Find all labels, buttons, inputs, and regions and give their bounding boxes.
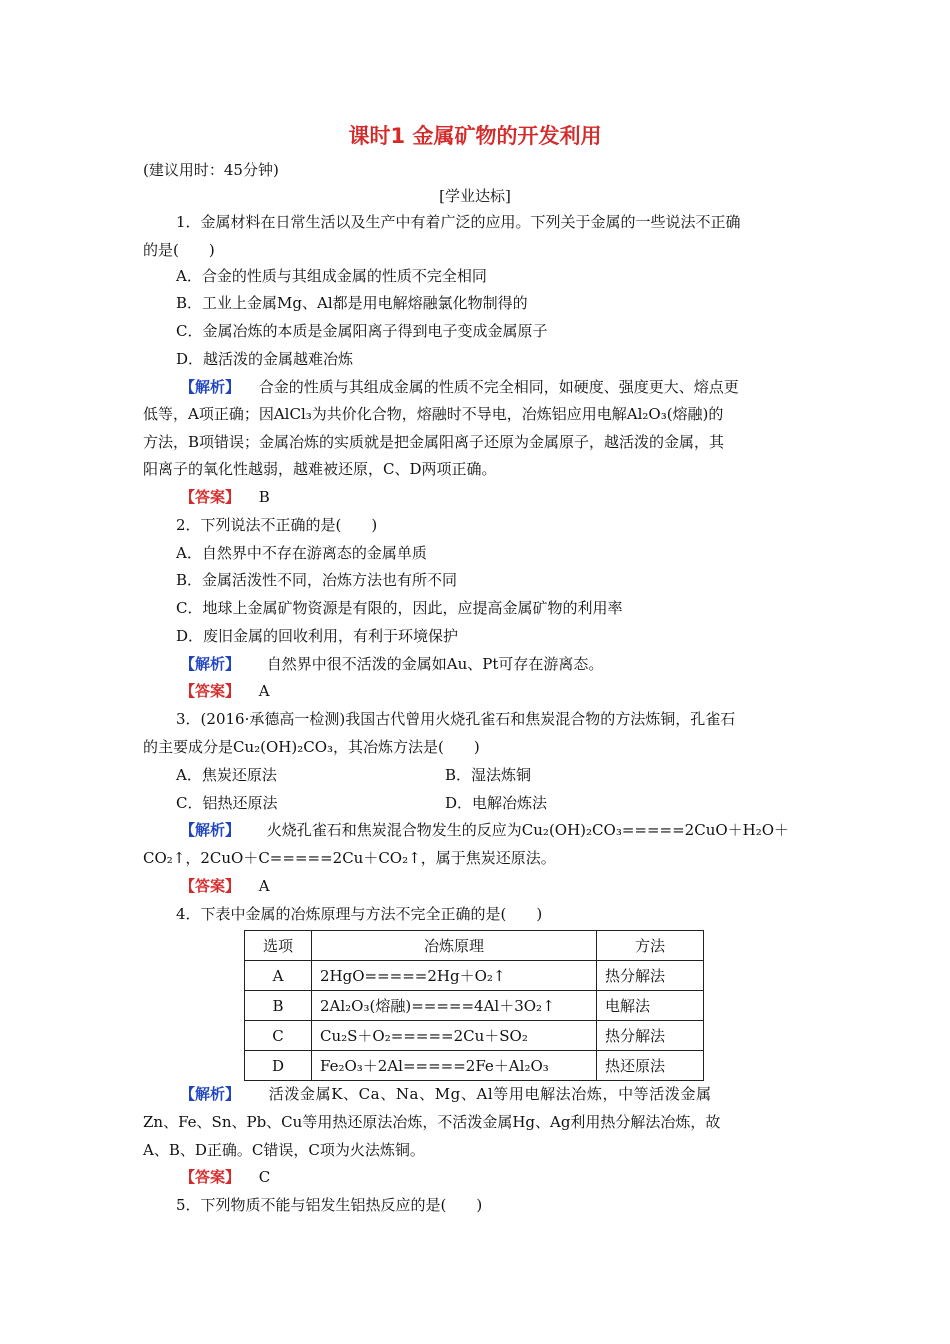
q3-stem-2: 的主要成分是Cu₂(OH)₂CO₃，其冶炼方法是( ) [143,738,480,756]
q3-option-a: A．焦炭还原法 [176,766,277,784]
answer-tag: 【答案】 [180,488,241,506]
table-cell: Fe₂O₃＋2Al=====2Fe＋Al₂O₃ [312,1051,597,1081]
answer-value: B [258,488,270,506]
analysis-tag: 【解析】 [180,821,241,839]
q1-stem-1: 1．金属材料在日常生活以及生产中有着广泛的应用。下列关于金属的一些说法不正确 [176,213,741,231]
answer-tag: 【答案】 [180,877,241,895]
q1-option-b: B．工业上金属Mg、Al都是用电解熔融氯化物制得的 [176,294,528,312]
analysis-text: 火烧孔雀石和焦炭混合物发生的反应为Cu₂(OH)₂CO₃=====2CuO＋H₂O＋ [266,821,790,839]
q3-stem-1: 3．(2016·承德高一检测)我国古代曾用火烧孔雀石和焦炭混合物的方法炼铜，孔雀石 [176,710,736,728]
time-note: (建议用时：45分钟) [143,161,279,179]
q4-stem: 4．下表中金属的冶炼原理与方法不完全正确的是( ) [176,905,543,923]
table-cell: D [245,1051,312,1081]
q4-analysis-line-3: A、B、D正确。C错误，C项为火法炼铜。 [143,1141,425,1159]
q1-analysis-line-3: 方法，B项错误；金属冶炼的实质就是把金属阳离子还原为金属原子，越活泼的金属，其 [143,433,725,451]
q1-option-a: A．合金的性质与其组成金属的性质不完全相同 [176,267,487,285]
answer-tag: 【答案】 [180,682,241,700]
table-cell: B [245,991,312,1021]
table-cell: 热分解法 [597,961,704,991]
table-cell: 电解法 [597,991,704,1021]
table-header-row [245,931,704,961]
q2-option-a: A．自然界中不存在游离态的金属单质 [176,544,427,562]
table-cell: Cu₂S＋O₂=====2Cu＋SO₂ [312,1021,597,1051]
q1-option-d: D．越活泼的金属越难冶炼 [176,350,354,368]
q4-analysis-line-1 [180,1084,712,1104]
analysis-text: 活泼金属K、Ca、Na、Mg、Al等用电解法冶炼，中等活泼金属 [268,1085,712,1103]
page-title: 课时1 金属矿物的开发利用 [348,124,602,148]
answer-tag: 【答案】 [180,1168,241,1186]
q3-option-b: B．湿法炼铜 [445,766,532,784]
table-cell: 热分解法 [597,1021,704,1051]
table-row [245,1021,704,1051]
q5-stem: 5．下列物质不能与铝发生铝热反应的是( ) [176,1196,483,1214]
q1-option-c: C．金属冶炼的本质是金属阳离子得到电子变成金属原子 [176,322,548,340]
q2-option-c: C．地球上金属矿物资源是有限的，因此，应提高金属矿物的利用率 [176,599,623,617]
q4-analysis-line-2: Zn、Fe、Sn、Pb、Cu等用热还原法冶炼，不活泼金属Hg、Ag利用热分解法冶炼，故 [143,1113,721,1131]
analysis-tag: 【解析】 [180,1085,241,1103]
q1-analysis-line-2: 低等，A项正确；因AlCl₃为共价化合物，熔融时不导电，冶炼铝应用电解Al₂O₃(熔融)的 [143,405,724,423]
table-cell: 2Al₂O₃(熔融)=====4Al＋3O₂↑ [312,991,597,1021]
table-cell: A [245,961,312,991]
q3-option-d: D．电解冶炼法 [445,794,548,812]
analysis-tag: 【解析】 [180,378,241,396]
q1-answer [180,487,270,507]
q3-analysis-line-2: CO₂↑，2CuO＋C=====2Cu＋CO₂↑，属于焦炭还原法。 [143,849,556,867]
q2-stem: 2．下列说法不正确的是( ) [176,516,378,534]
q2-answer [180,681,270,701]
analysis-tag: 【解析】 [180,655,241,673]
table-cell: 热还原法 [597,1051,704,1081]
q1-analysis-line-4: 阳离子的氧化性越弱，越难被还原，C、D两项正确。 [143,460,497,478]
answer-value: A [258,877,270,895]
q4-table [244,930,704,1081]
analysis-text: 自然界中很不活泼的金属如Au、Pt可存在游离态。 [266,655,604,673]
q1-analysis-line-1 [180,377,739,397]
section-heading: [学业达标] [439,187,511,205]
q3-answer [180,876,270,896]
table-header-cell: 方法 [597,931,704,961]
q3-option-c: C．铝热还原法 [176,794,278,812]
analysis-text: 合金的性质与其组成金属的性质不完全相同，如硬度、强度更大、熔点更 [258,378,739,396]
q4-answer [180,1167,270,1187]
table-cell: C [245,1021,312,1051]
q2-option-d: D．废旧金属的回收利用，有利于环境保护 [176,627,459,645]
table-row [245,1051,704,1081]
table-row [245,961,704,991]
table-header-cell: 选项 [245,931,312,961]
q2-option-b: B．金属活泼性不同，冶炼方法也有所不同 [176,571,458,589]
table-row [245,991,704,1021]
q2-analysis [180,654,603,674]
q3-analysis-line-1 [180,820,789,840]
q1-stem-2: 的是( ) [143,241,215,259]
table-cell: 2HgO=====2Hg＋O₂↑ [312,961,597,991]
table-header-cell: 冶炼原理 [312,931,597,961]
answer-value: C [258,1168,271,1186]
answer-value: A [258,682,270,700]
